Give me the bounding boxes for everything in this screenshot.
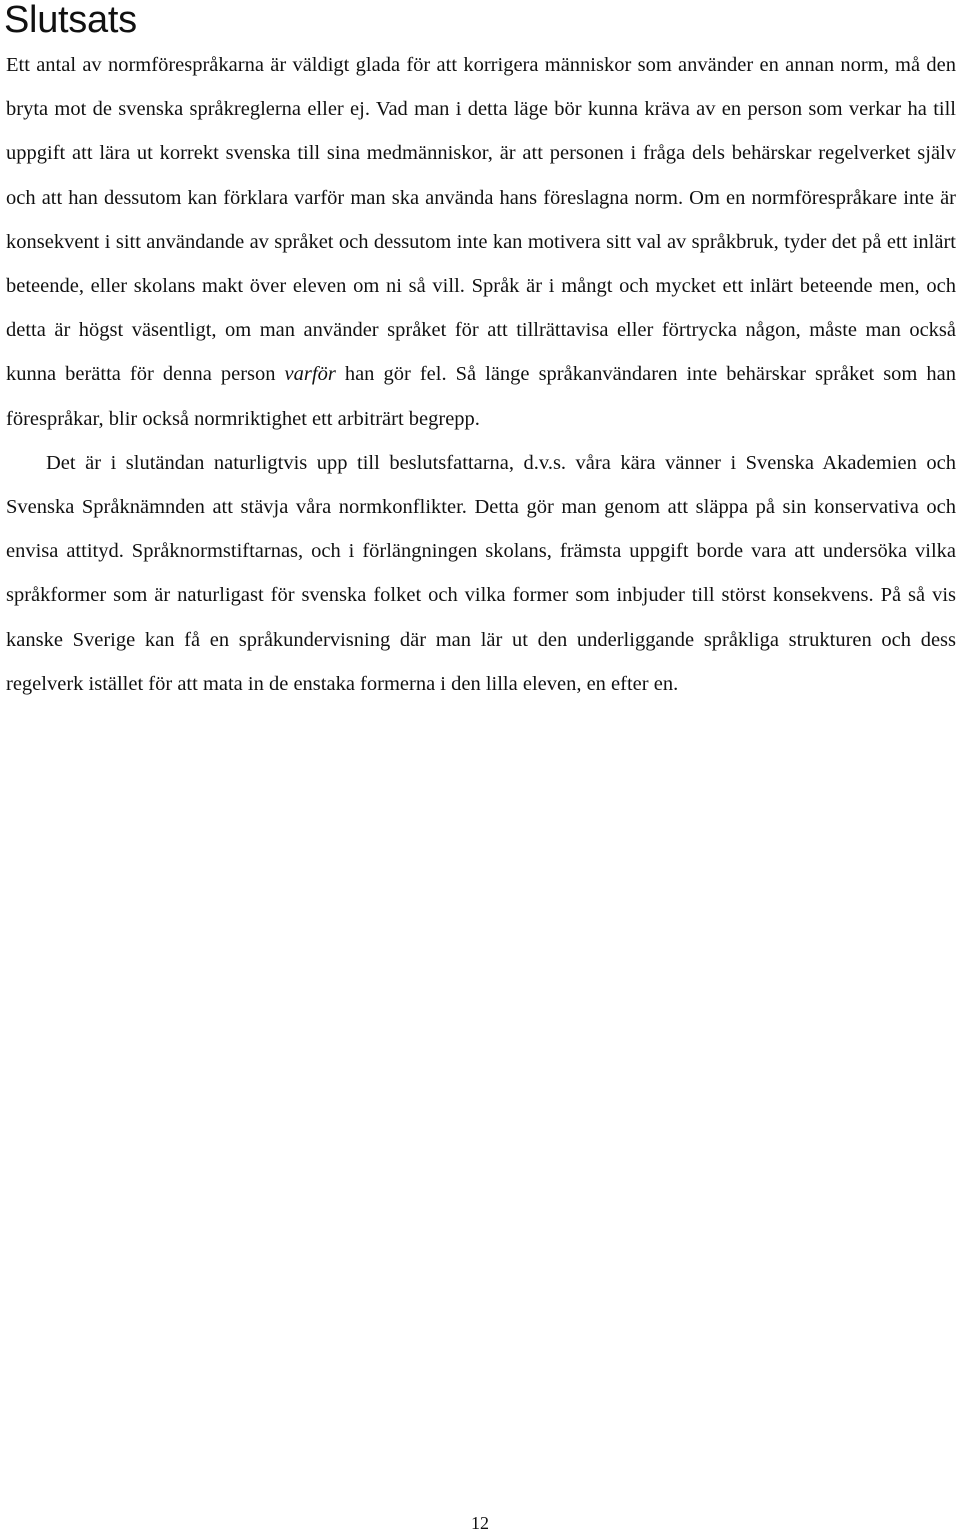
paragraph-1-text-start: Ett antal av normförespråkarna är väldigt glada för att korrigera människor som använder en annan norm, må den bryta mot de svenska språkreglerna eller ej. Vad man i detta läge bör kunna kräva av en person som verkar ha till uppgift att lära ut korrekt svenska till sina medmänniskor, är att personen i fråga dels behärskar regelverket själv och att han dessutom kan förklara varför man ska använda hans föreslagna norm. Om en normförespråkare inte är konsekvent i sitt användande av språket och dessutom inte kan motivera sitt val av språkbruk, tyder det på ett inlärt beteende, eller skolans makt över eleven om ni så vill. Språk är i mångt och mycket ett inlärt beteende men, och detta är högst väsentligt, om man använder språket för att tillrättavisa eller förtrycka någon, måste man också kunna berätta för denna person bbox=[6, 54, 956, 386]
paragraph-1-text-end: han gör fel. Så länge språkanvändaren inte behärskar språket som han förespråkar, blir också normriktighet ett arbiträrt begrepp. bbox=[6, 363, 957, 430]
paragraph-1-emphasis: varför bbox=[284, 363, 336, 386]
body-text bbox=[6, 43, 956, 706]
section-heading: Slutsats bbox=[4, 0, 137, 41]
paragraph-2: Det är i slutändan naturligtvis upp till beslutsfattarna, d.v.s. våra kära vänner i Svenska Akademien och Svenska Språknämnden att stävja våra normkonflikter. Detta gör man genom att släppa på sin konservativa och envisa attityd. Språknormstiftarnas, och i förlängningen skolans, främsta uppgift borde vara att undersöka vilka språkformer som är naturligast för svenska folket och vilka former som inbjuder till störst konsekvens. På så vis kanske Sverige kan få en språkundervisning där man lär ut den underliggande språkliga strukturen och dess regelverk istället för att mata in de enstaka formerna i den lilla eleven, en efter en. bbox=[6, 451, 956, 695]
page-number: 12 bbox=[471, 1513, 489, 1533]
paragraph-1 bbox=[6, 43, 956, 441]
